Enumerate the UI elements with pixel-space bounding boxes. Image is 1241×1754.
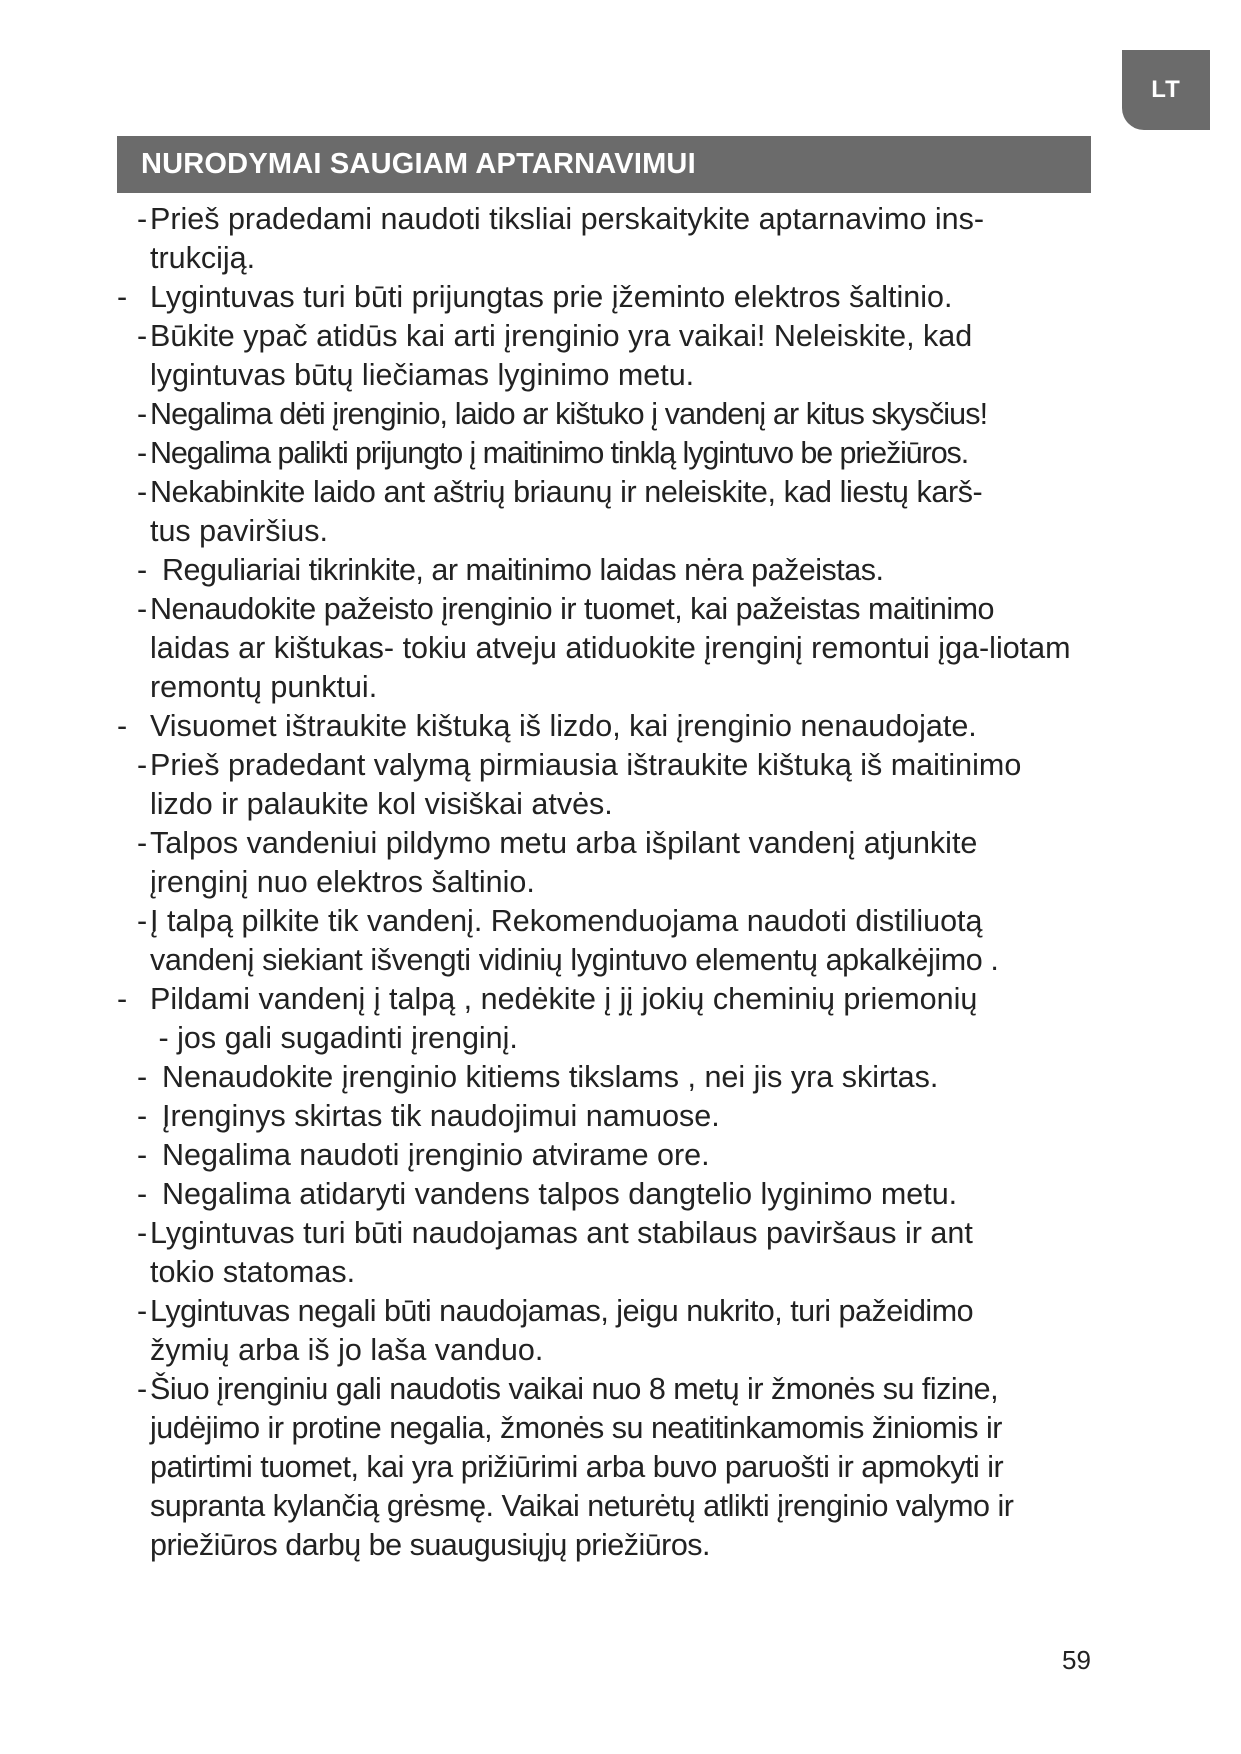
list-dash: - xyxy=(137,904,148,938)
item-text: Įrenginys skirtas tik naudojimui namuose. xyxy=(162,1099,720,1133)
list-dash: - xyxy=(137,1216,148,1250)
item-text-cont: laidas ar kištukas- tokiu atveju atiduokite įrenginį remontui įga-liotam remontų punktui. xyxy=(150,631,1071,704)
list-dash: - xyxy=(137,319,148,353)
item-text: Reguliariai tikrinkite, ar maitinimo laidas nėra pažeistas. xyxy=(162,553,884,587)
item-text-cont: judėjimo ir protine negalia, žmonės su neatitinkamomis žiniomis ir patirtimi tuomet, kai yra prižiūrimi arba buvo paruošti ir apmokyti ir supranta kylančią grėsmę. Vaikai neturėtų atlikti įrenginio valymo ir priežiūros darbų be suaugusiųjų priežiūros. xyxy=(150,1411,1014,1562)
item-text: Nenaudokite įrenginio kitiems tikslams , nei jis yra skirtas. xyxy=(162,1060,939,1094)
list-dash: - xyxy=(117,709,128,743)
list-dash: - xyxy=(137,826,148,860)
section-heading: NURODYMAI SAUGIAM APTARNAVIMUI xyxy=(117,136,1091,193)
language-tab: LT xyxy=(1122,50,1210,130)
item-text: Į talpą pilkite tik vandenį. Rekomenduojama naudoti distiliuotą xyxy=(150,904,983,938)
page-number: 59 xyxy=(1062,1645,1091,1675)
item-text: Nenaudokite pažeisto įrenginio ir tuomet, kai pažeistas maitinimo xyxy=(150,592,994,626)
item-text: Negalima palikti prijungto į maitinimo tinklą lygintuvo be priežiūros. xyxy=(150,436,969,470)
list-dash: - xyxy=(137,475,148,509)
item-text-cont: - jos gali sugadinti įrenginį. xyxy=(150,1021,518,1055)
list-dash: - xyxy=(137,202,148,236)
list-dash: - xyxy=(137,1294,148,1328)
list-dash: - xyxy=(137,1138,156,1172)
item-text: Pildami vandenį į talpą , nedėkite į jį jokių cheminių priemonių xyxy=(150,982,978,1016)
list-dash: - xyxy=(137,1177,156,1211)
list-dash: - xyxy=(137,1099,156,1133)
item-text: Nekabinkite laido ant aštrių briaunų ir neleiskite, kad liestų karš- xyxy=(150,475,983,509)
item-text-cont: lizdo ir palaukite kol visiškai atvės. xyxy=(150,787,613,821)
list-dash: - xyxy=(117,280,128,314)
item-text-cont: vandenį siekiant išvengti vidinių lygintuvo elementų apkalkėjimo . xyxy=(150,943,999,977)
item-text: Prieš pradedant valymą pirmiausia ištraukite kištuką iš maitinimo xyxy=(150,748,1022,782)
list-dash: - xyxy=(137,1372,148,1406)
item-text: Lygintuvas negali būti naudojamas, jeigu nukrito, turi pažeidimo xyxy=(150,1294,974,1328)
item-text-cont: įrenginį nuo elektros šaltinio. xyxy=(150,865,535,899)
list-dash: - xyxy=(137,592,148,626)
item-text: Prieš pradedami naudoti tiksliai perskaitykite aptarnavimo ins- xyxy=(150,202,985,236)
item-text: Visuomet ištraukite kištuką iš lizdo, kai įrenginio nenaudojate. xyxy=(150,709,977,743)
list-dash: - xyxy=(137,397,148,431)
item-text-cont: trukciją. xyxy=(150,241,256,275)
list-dash: - xyxy=(137,553,156,587)
item-text-cont: tus paviršius. xyxy=(150,514,328,548)
item-text: Lygintuvas turi būti prijungtas prie įžeminto elektros šaltinio. xyxy=(150,280,953,314)
item-text: Talpos vandeniui pildymo metu arba išpilant vandenį atjunkite xyxy=(150,826,978,860)
item-text: Negalima atidaryti vandens talpos dangtelio lyginimo metu. xyxy=(162,1177,958,1211)
item-text: Lygintuvas turi būti naudojamas ant stabilaus paviršaus ir ant xyxy=(150,1216,973,1250)
item-text: Šiuo įrenginiu gali naudotis vaikai nuo 8 metų ir žmonės su fizine, xyxy=(150,1372,999,1406)
list-dash: - xyxy=(137,748,148,782)
item-text-cont: žymių arba iš jo laša vanduo. xyxy=(150,1333,544,1367)
item-text: Būkite ypač atidūs kai arti įrenginio yra vaikai! Neleiskite, kad xyxy=(150,319,973,353)
list-dash: - xyxy=(137,1060,156,1094)
list-dash: - xyxy=(137,436,148,470)
item-text-cont: lygintuvas būtų liečiamas lyginimo metu. xyxy=(150,358,695,392)
item-text: Negalima dėti įrenginio, laido ar kištuko į vandenį ar kitus skysčius! xyxy=(150,397,988,431)
list-dash: - xyxy=(117,982,128,1016)
item-text: Negalima naudoti įrenginio atvirame ore. xyxy=(162,1138,710,1172)
item-text-cont: tokio statomas. xyxy=(150,1255,356,1289)
